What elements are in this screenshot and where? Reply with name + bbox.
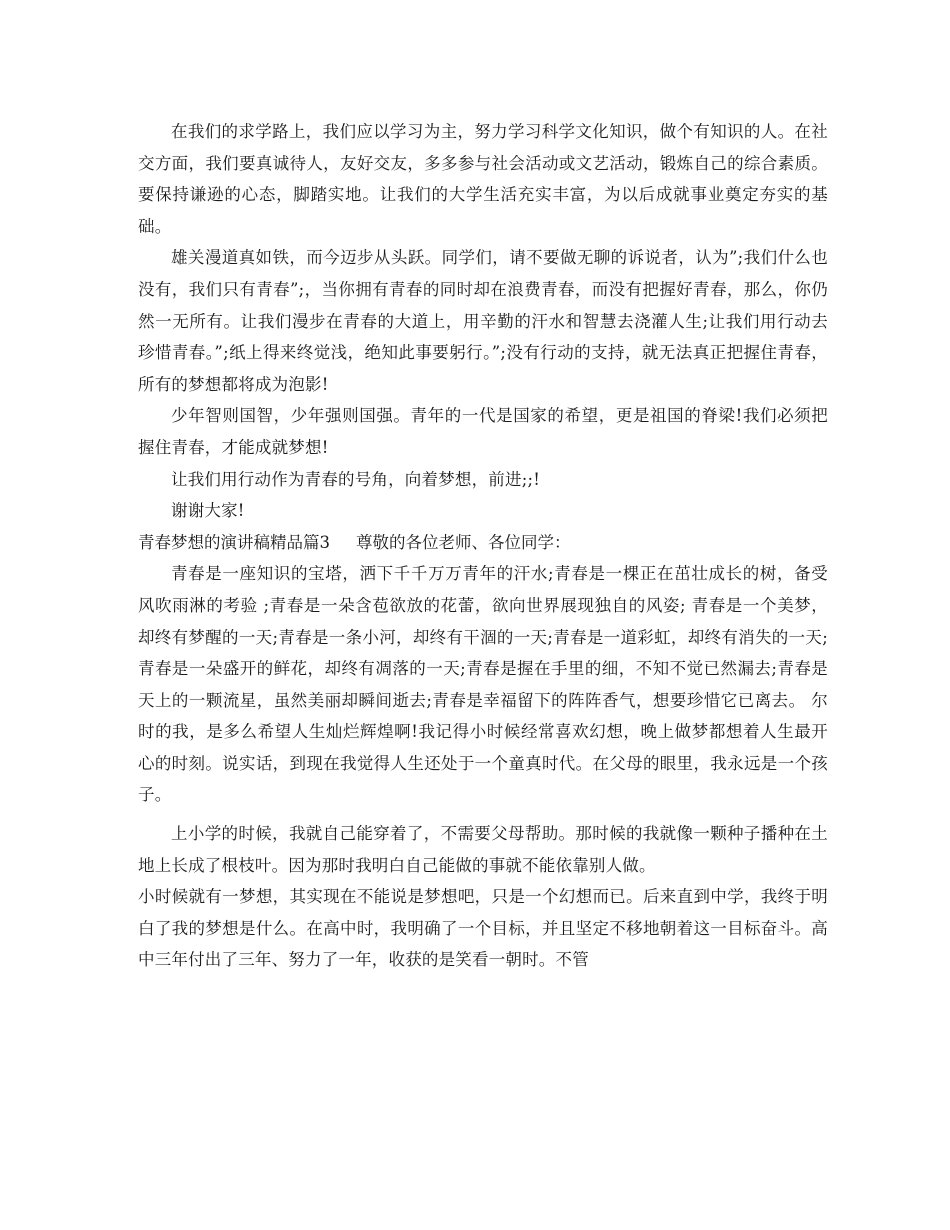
- paragraph-youth-metaphors: 青春是一座知识的宝塔，洒下千千万万青年的汗水;青春是一棵正在茁壮成长的树，备受风吹雨淋的考验 ;青春是一朵含苞欲放的花蕾，欲向世界展现独自的风姿; 青春是一个美梦，却终有梦醒的一天;青春是一条小河，却终有干涸的一天;青春是一道彩虹，却终有消失的一天;青春是一朵盛开的鲜花，却终有凋落的一天;青春是握在手里的细，不知不觉已然漏去;青春是天上的一颗流星，虽然美丽却瞬间逝去;青春是幸福留下的阵阵香气，想要珍惜它已离去。 尔时的我，是多么希望人生灿烂辉煌啊!我记得小时候经常喜欢幻想，晚上做梦都想着人生最开心的时刻。说实话，到现在我觉得人生还处于一个童真时代。在父母的眼里，我永远是一个孩子。: [138, 564, 828, 805]
- paragraph-dream: 小时候就有一梦想，其实现在不能说是梦想吧，只是一个幻想而已。后来直到中学，我终于明白了我的梦想是什么。在高中时，我明确了一个目标，并且坚定不移地朝着这一目标奋斗。高中三年付出了三年、努力了一年，收获的是笑看一朝时。不管: [138, 887, 828, 970]
- paragraph-nation: 少年智则国智，少年强则国强。青年的一代是国家的希望，更是祖国的脊梁!我们必须把握住青春，才能成就梦想!: [138, 406, 828, 457]
- section-salutation: 尊敬的各位老师、各位同学：: [356, 532, 571, 552]
- paragraph-thanks: 谢谢大家!: [171, 501, 245, 521]
- paragraph-call-to-action: 让我们用行动作为青春的号角，向着梦想，前进;;!: [171, 469, 541, 489]
- document-page: [138, 116, 828, 976]
- paragraph-primary-school: 上小学的时候，我就自己能穿着了，不需要父母帮助。那时候的我就像一颗种子播种在土地上长成了根枝叶。因为那时我明白自己能做的事就不能依靠别人做。: [138, 824, 828, 875]
- section-title: 青春梦想的演讲稿精品篇3: [138, 532, 330, 552]
- section-heading: [138, 527, 828, 559]
- paragraph-youth-action: 雄关漫道真如铁，而今迈步从头跃。同学们，请不要做无聊的诉说者，认为”;我们什么也没有，我们只有青春”;，当你拥有青春的同时却在浪费青春，而没有把握好青春，那么，你仍然一无所有。让我们漫步在青春的大道上，用辛勤的汗水和智慧去浇灌人生;让我们用行动去珍惜青春。”;纸上得来终觉浅，绝知此事要躬行。”;没有行动的支持，就无法真正把握住青春，所有的梦想都将成为泡影!: [138, 248, 828, 394]
- paragraph-study: 在我们的求学路上，我们应以学习为主，努力学习科学文化知识，做个有知识的人。在社交方面，我们要真诚待人，友好交友，多多参与社会活动或文艺活动，锻炼自己的综合素质。要保持谦逊的心态，脚踏实地。让我们的大学生活充实丰富，为以后成就事业奠定夯实的基础。: [138, 122, 828, 236]
